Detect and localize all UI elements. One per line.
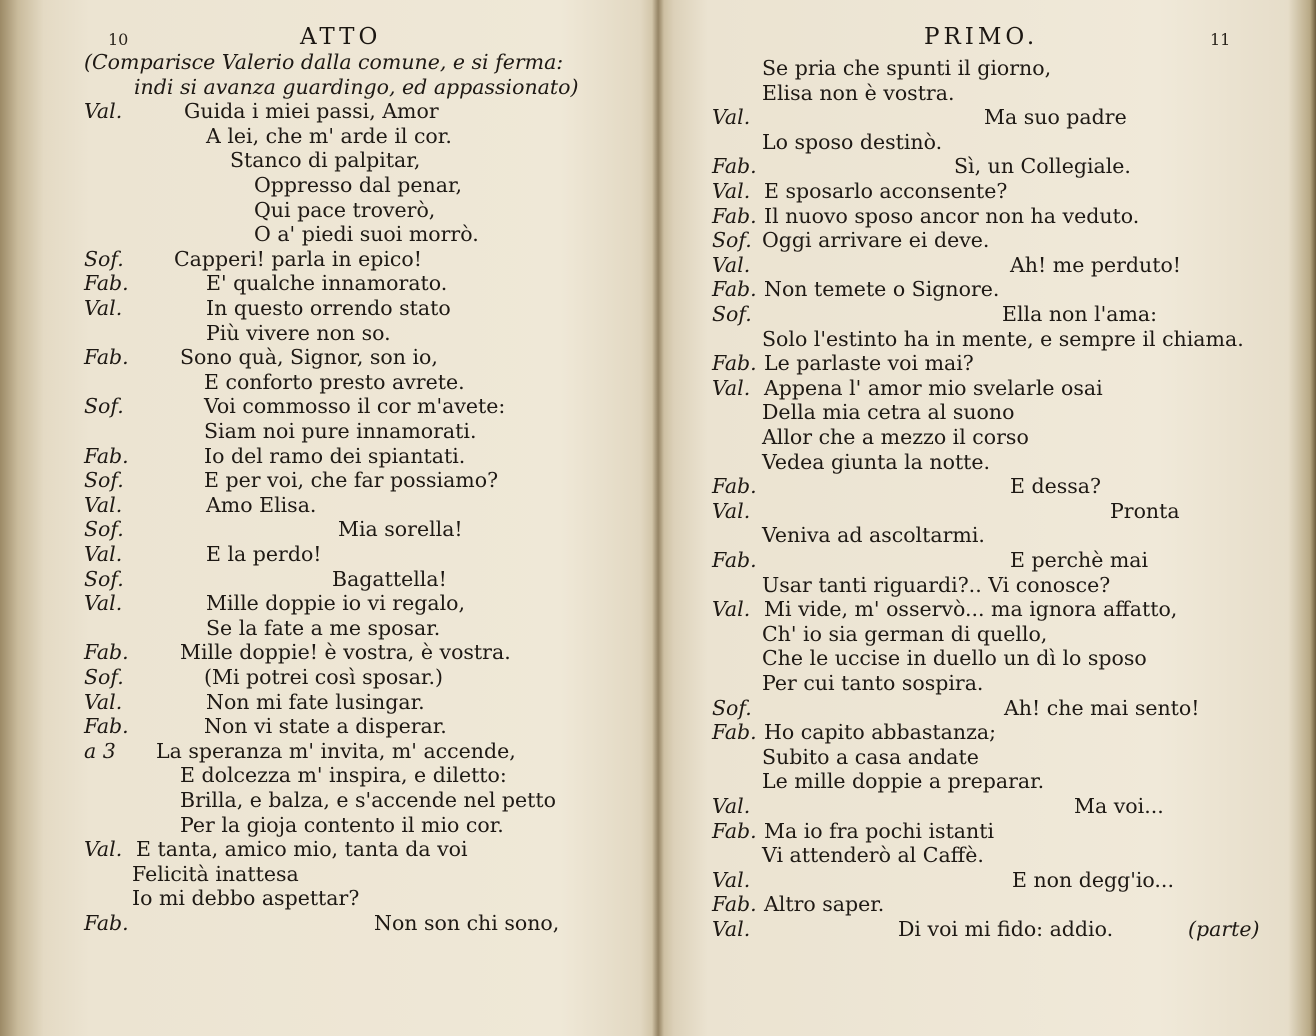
right-page-header: PRIMO.: [924, 24, 1039, 50]
verse-line: E dessa?: [1010, 474, 1101, 499]
speaker-label: Val.: [712, 179, 751, 203]
verse-line: Allor che a mezzo il corso: [762, 425, 1029, 449]
verse-line: Sì, un Collegiale.: [954, 154, 1131, 179]
verse-line: Elisa non è vostra.: [762, 80, 955, 105]
verse-line: Guida i miei passi, Amor: [184, 99, 439, 124]
speaker-label: Val.: [712, 794, 751, 818]
verse-line: Se pria che spunti il giorno,: [762, 56, 1052, 80]
verse-line: Mi vide, m' osservò... ma ignora affatto,: [764, 597, 1178, 622]
speaker-label: Val.: [712, 252, 751, 277]
verse-line: Lo sposo destinò.: [762, 129, 943, 154]
verse-line: Della mia cetra al suono: [762, 400, 1015, 425]
speaker-label: Fab.: [712, 203, 757, 228]
verse-line: E la perdo!: [206, 542, 322, 566]
verse-line: Appena l' amor mio svelarle osai: [764, 375, 1103, 400]
verse-line: Più vivere non so.: [206, 320, 391, 345]
verse-line: Solo l'estinto ha in mente, e sempre il chiama.: [762, 326, 1244, 351]
verse-line: Ma io fra pochi istanti: [764, 818, 995, 843]
speaker-label: Fab.: [712, 474, 757, 499]
speaker-label: Fab.: [712, 720, 757, 745]
speaker-label: Sof.: [712, 302, 752, 326]
verse-line: Se la fate a me sposar.: [206, 615, 441, 640]
speaker-label: Sof.: [84, 665, 124, 689]
verse-line: E perchè mai: [1010, 548, 1149, 572]
speaker-label: Fab.: [84, 345, 129, 370]
speaker-label: Val.: [84, 99, 123, 124]
verse-line: Il nuovo sposo ancor non ha veduto.: [764, 203, 1140, 228]
speaker-label: Fab.: [712, 351, 757, 376]
verse-line: Oppresso dal penar,: [254, 173, 463, 197]
verse-line: Ch' io sia german di quello,: [762, 621, 1048, 646]
verse-line: Ah! me perduto!: [1010, 252, 1182, 277]
verse-line: Io mi debbo aspettar?: [132, 886, 360, 911]
speaker-label: Val.: [712, 105, 751, 130]
speaker-label: Val.: [84, 492, 123, 517]
verse-line: Non son chi sono,: [374, 911, 560, 935]
verse-line: Amo Elisa.: [206, 492, 317, 517]
speaker-label: Fab.: [712, 892, 757, 917]
speaker-label: Val.: [712, 375, 751, 400]
verse-line: Subito a casa andate: [762, 744, 979, 769]
speaker-label: Sof.: [84, 517, 124, 542]
speaker-label: Sof.: [712, 228, 752, 253]
verse-line: O a' piedi suoi morrò.: [254, 222, 479, 247]
speaker-label: Fab.: [84, 911, 129, 935]
stage-direction: indi si avanza guardingo, ed appassionato): [134, 74, 579, 99]
verse-line: E non degg'io...: [1012, 867, 1174, 892]
verse-line: Capperi! parla in epico!: [174, 246, 422, 271]
verse-line: Per cui tanto sospira.: [762, 671, 984, 695]
verse-line: E' qualche innamorato.: [206, 271, 448, 296]
speaker-label: Val.: [712, 917, 751, 941]
verse-line: Oggi arrivare ei deve.: [762, 228, 990, 253]
verse-line: Ma suo padre: [984, 105, 1127, 130]
verse-line: Mia sorella!: [338, 517, 463, 542]
verse-line: E tanta, amico mio, tanta da voi: [136, 837, 468, 862]
verse-line: Felicità inattesa: [132, 861, 299, 886]
speaker-label: Val.: [712, 498, 751, 523]
right-page-number: 11: [1210, 30, 1231, 49]
verse-line: Non vi state a disperar.: [204, 714, 447, 739]
verse-line: A lei, che m' arde il cor.: [206, 123, 452, 148]
speaker-label: Val.: [712, 597, 751, 622]
speaker-label: Fab.: [84, 443, 129, 468]
book-gutter: [652, 0, 664, 1036]
speaker-label: Sof.: [84, 468, 124, 493]
speaker-label: a 3: [84, 738, 116, 763]
verse-line: Mille doppie! è vostra, è vostra.: [180, 640, 511, 665]
verse-line: Bagattella!: [332, 566, 447, 591]
verse-line: Mille doppie io vi regalo,: [206, 591, 465, 616]
speaker-label: Val.: [84, 689, 123, 714]
speaker-label: Val.: [84, 837, 123, 862]
speaker-label: Sof.: [84, 394, 124, 419]
verse-line: Brilla, e balza, e s'accende nel petto: [180, 788, 556, 812]
verse-line: Qui pace troverò,: [254, 197, 436, 222]
verse-line: In questo orrendo stato: [206, 296, 451, 320]
verse-line: Usar tanti riguardi?.. Vi conosce?: [762, 572, 1111, 597]
speaker-label: Sof.: [712, 695, 752, 720]
verse-line: Vedea giunta la notte.: [762, 449, 991, 474]
speaker-label: Sof.: [84, 246, 124, 271]
verse-line: Ah! che mai sento!: [1004, 695, 1200, 720]
speaker-label: Fab.: [84, 640, 129, 665]
stage-direction: (Comparisce Valerio dalla comune, e si ferma:: [84, 50, 564, 74]
speaker-label: Val.: [712, 867, 751, 892]
speaker-label: Val.: [84, 591, 123, 616]
verse-line: Ma voi...: [1074, 794, 1164, 818]
verse-line: Voi commosso il cor m'avete:: [204, 394, 506, 419]
right-page: [658, 0, 1316, 1036]
verse-line: Le mille doppie a preparar.: [762, 769, 1045, 794]
left-page-header: ATTO: [300, 24, 382, 50]
verse-line: Io del ramo dei spiantati.: [204, 443, 466, 468]
speaker-label: Sof.: [84, 566, 124, 591]
verse-line: Pronta: [1110, 498, 1180, 523]
verse-line: Non temete o Signore.: [764, 277, 1000, 302]
speaker-label: Fab.: [84, 714, 129, 739]
speaker-label: Fab.: [84, 271, 129, 296]
speaker-label: Fab.: [712, 154, 757, 179]
verse-line: Stanco di palpitar,: [230, 148, 421, 173]
verse-line: La speranza m' invita, m' accende,: [156, 738, 516, 763]
verse-line: Ella non l'ama:: [1002, 302, 1158, 326]
verse-line: Non mi fate lusingar.: [206, 689, 425, 714]
verse-line: Altro saper.: [764, 892, 885, 917]
verse-line: E conforto presto avrete.: [204, 369, 465, 394]
verse-line: Che le uccise in duello un dì lo sposo: [762, 646, 1147, 671]
verse-line: Le parlaste voi mai?: [764, 351, 974, 376]
verse-line: Per la gioja contento il mio cor.: [180, 812, 504, 837]
speaker-label: Fab.: [712, 818, 757, 843]
verse-line: Sono quà, Signor, son io,: [180, 345, 438, 370]
stage-aside: (parte): [1188, 917, 1260, 941]
verse-line: (Mi potrei così sposar.): [204, 665, 443, 689]
verse-line: Siam noi pure innamorati.: [204, 419, 477, 443]
speaker-label: Val.: [84, 542, 123, 566]
speaker-label: Val.: [84, 296, 123, 320]
verse-line: Ho capito abbastanza;: [764, 720, 997, 745]
verse-line: E sposarlo acconsente?: [764, 179, 1008, 203]
verse-line: Veniva ad ascoltarmi.: [762, 523, 985, 548]
verse-line: Vi attenderò al Caffè.: [762, 843, 984, 868]
speaker-label: Fab.: [712, 548, 757, 572]
left-page-number: 10: [108, 30, 129, 49]
speaker-label: Fab.: [712, 277, 757, 302]
verse-line: E dolcezza m' inspira, e diletto:: [180, 763, 507, 788]
verse-line: E per voi, che far possiamo?: [204, 468, 499, 493]
verse-line: Di voi mi fido: addio.: [898, 917, 1114, 941]
